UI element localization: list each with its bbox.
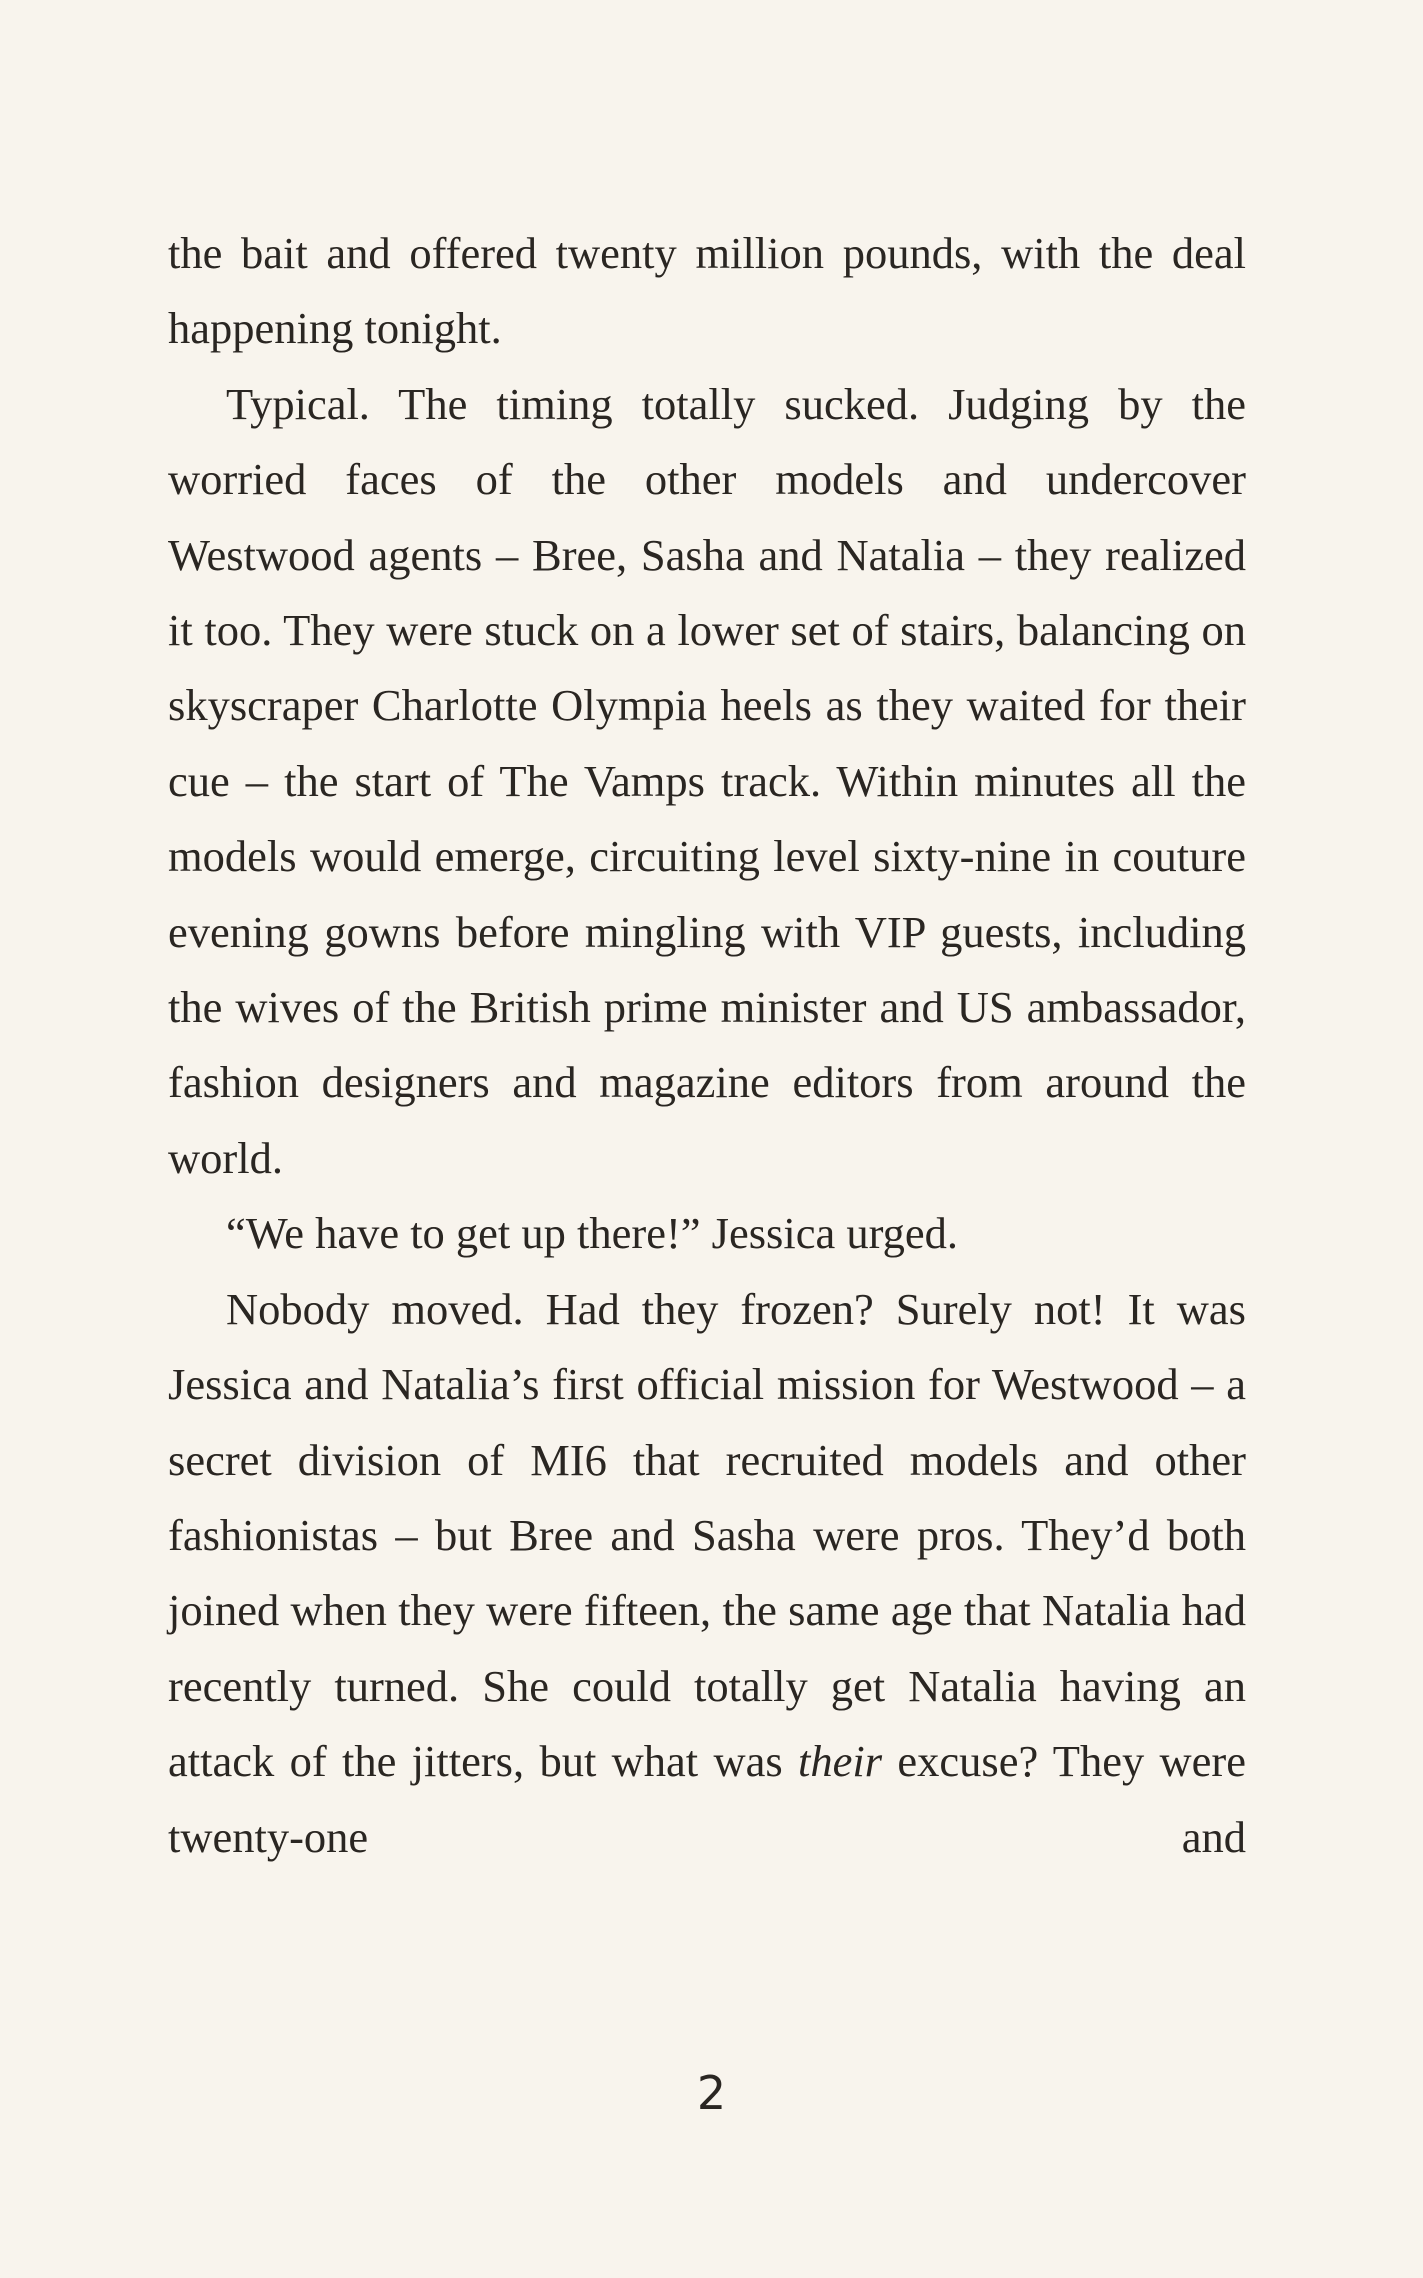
paragraph-4 xyxy=(168,1272,1246,1875)
paragraph-4-text-before: Nobody moved. Had they frozen? Surely not! It was Jessica and Natalia’s first official mission for Westwood – a secret division of MI6 that recruited models and other fashionistas – but Bree and Sasha were pros. They’d both joined when they were fifteen, the same age that Natalia had recently turned. She could totally get Natalia having an attack of the jitters, but what was xyxy=(168,1283,1246,1787)
paragraph-2: Typical. The timing totally sucked. Judging by the worried faces of the other models and undercover Westwood agents – Bree, Sasha and Natalia – they realized it too. They were stuck on a lower set of stairs, balancing on skyscraper Charlotte Olympia heels as they waited for their cue – the start of The Vamps track. Within minutes all the models would emerge, circuiting level sixty-nine in couture evening gowns before mingling with VIP guests, including the wives of the British prime minister and US ambassador, fashion designers and magazine editors from around the world. xyxy=(168,378,1246,1183)
paragraph-1: the bait and offered twenty million pounds, with the deal happening tonight. xyxy=(168,228,1246,354)
body-text xyxy=(168,216,1246,1875)
paragraph-4-emphasis: their xyxy=(798,1736,883,1787)
paragraph-3: “We have to get up there!” Jessica urged. xyxy=(226,1208,959,1259)
paragraph-4-text-after: excuse? They were twenty-one and xyxy=(168,1736,1246,1862)
page-number: 2 xyxy=(696,2066,727,2120)
